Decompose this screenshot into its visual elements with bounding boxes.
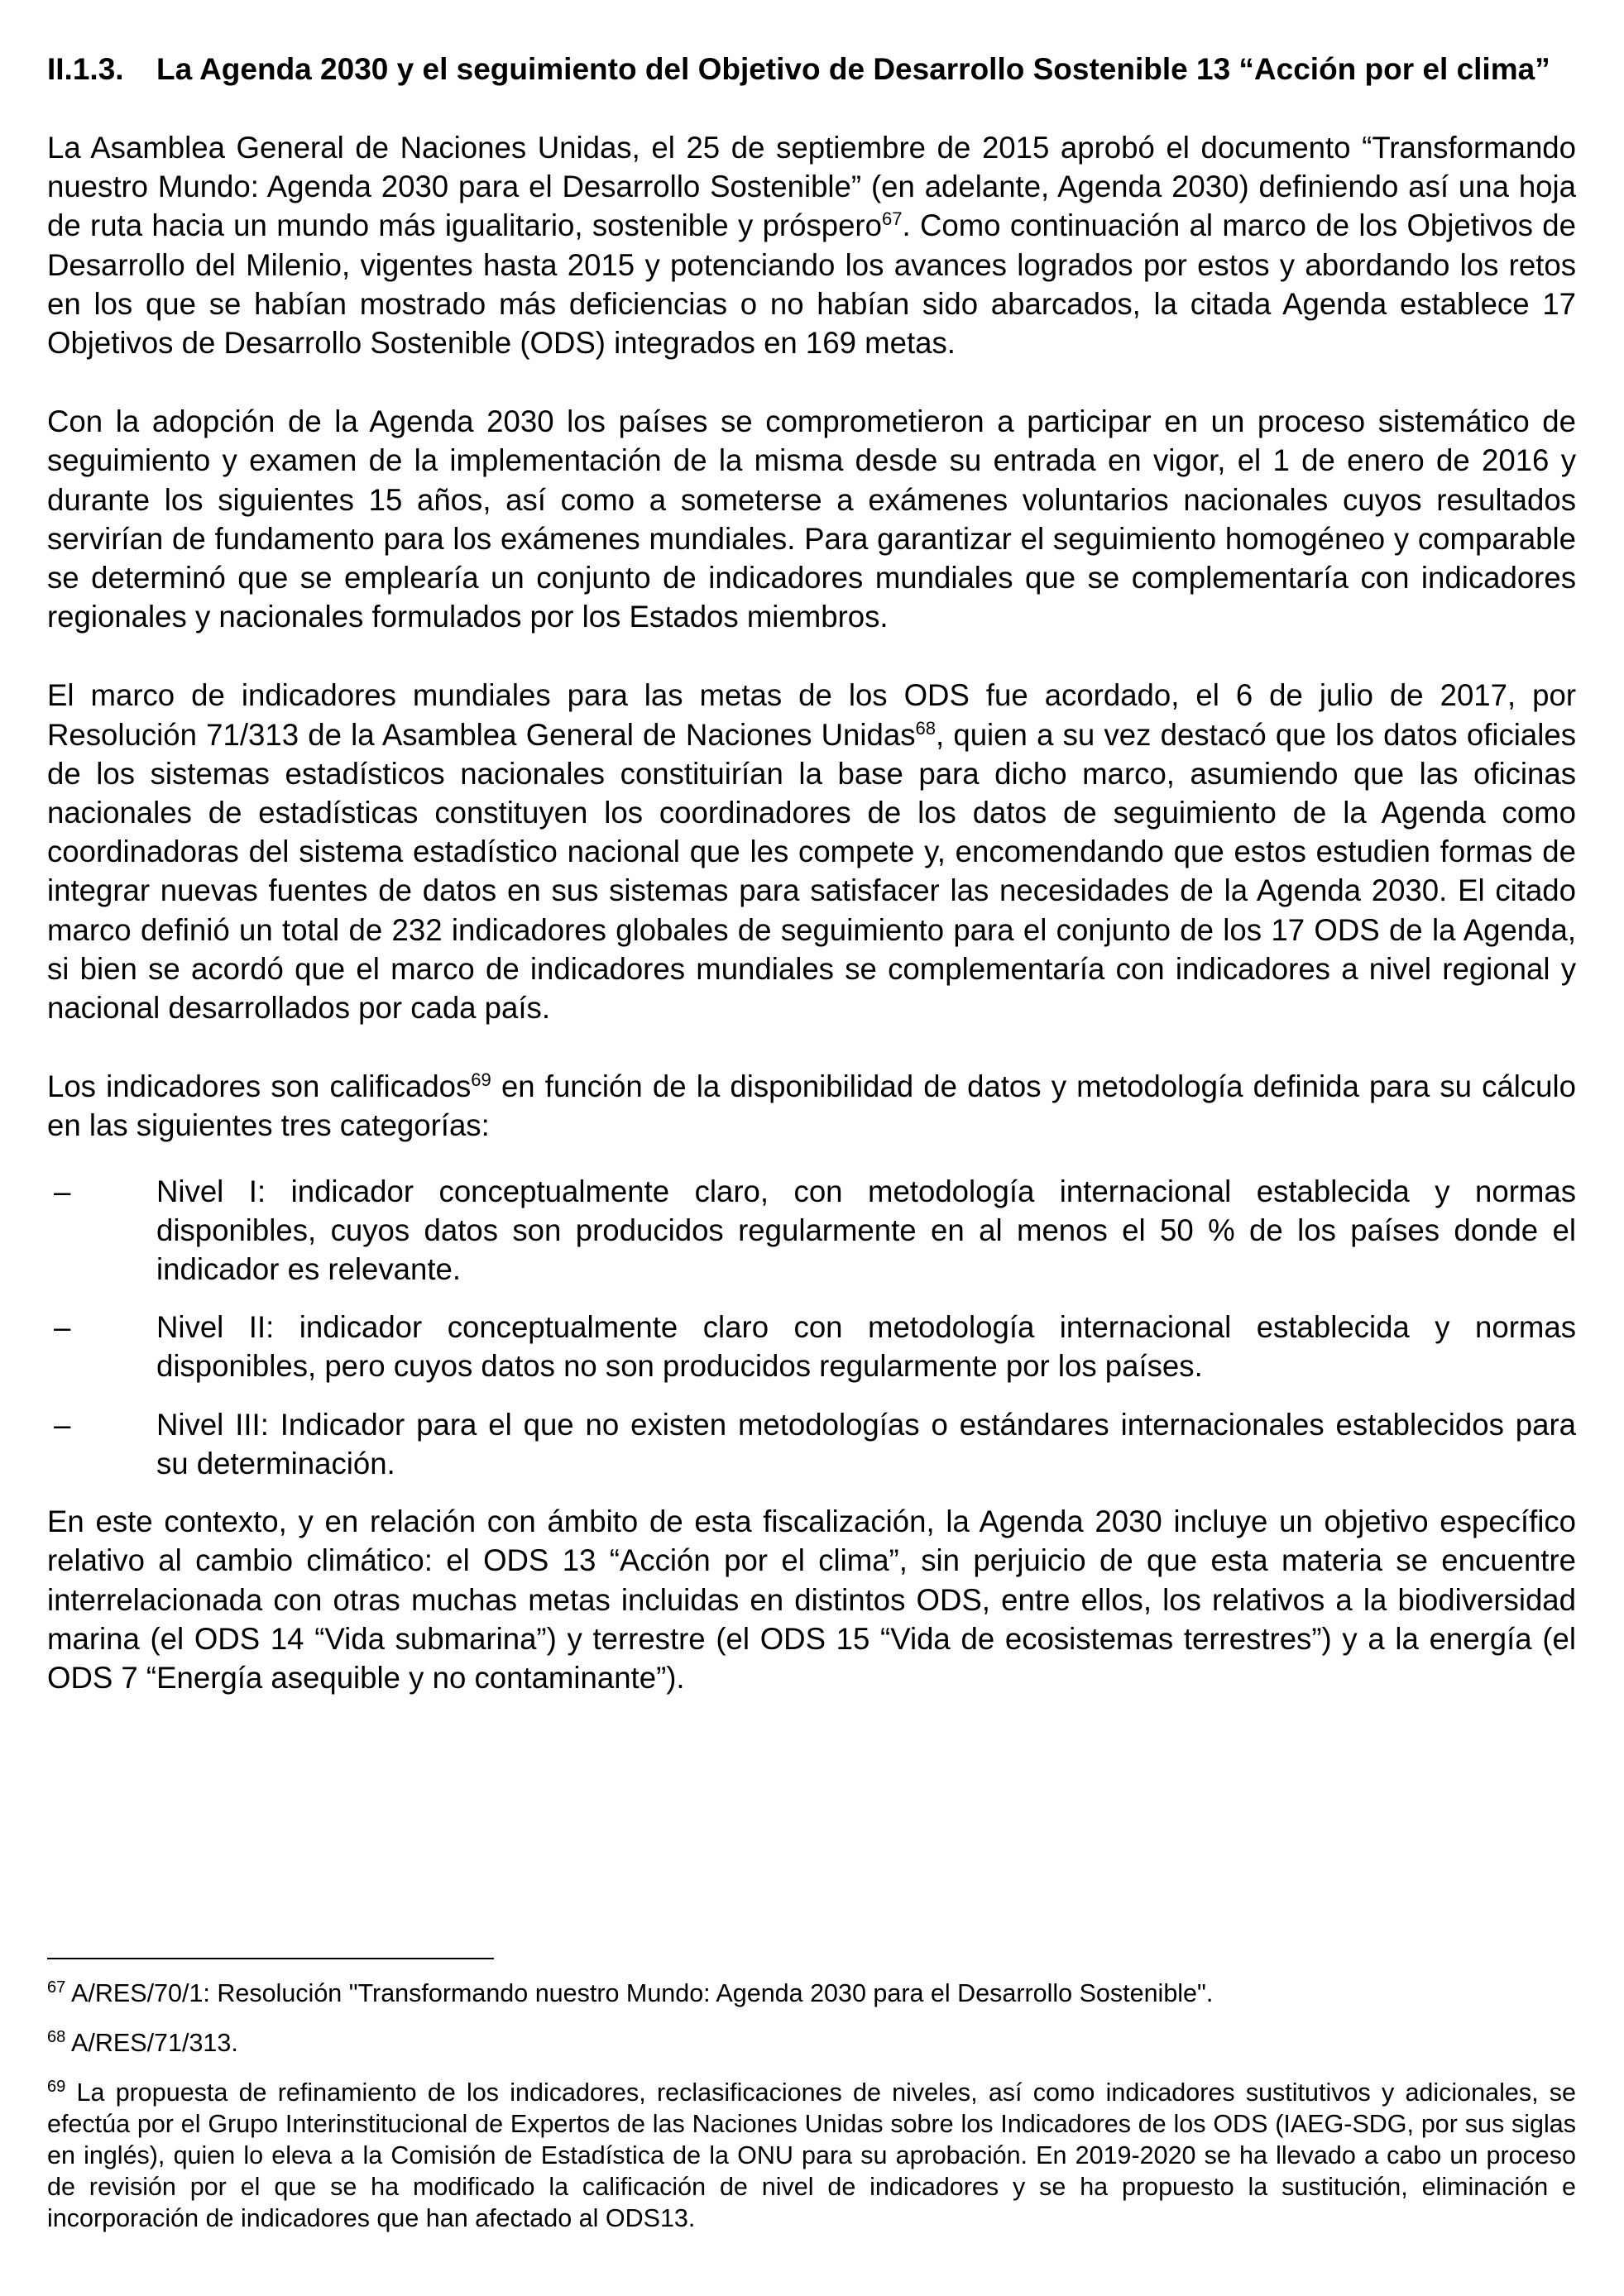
footnote-69 [47, 2077, 1576, 2234]
paragraph-agenda-adoption [47, 128, 1576, 362]
footnote-number: 67 [47, 1978, 66, 1997]
list-item [47, 1405, 1576, 1483]
footnote-text: A/RES/70/1: Resolución "Transformando nuestro Mundo: Agenda 2030 para el Desarrollo Sostenible". [71, 1979, 1214, 2007]
list-item-text: Nivel II: indicador conceptualmente claro con metodología internacional establecida y normas disponibles, pero cuyos datos no son producidos regularmente por los países. [156, 1310, 1576, 1384]
paragraph-text: El marco de indicadores mundiales para las metas de los ODS fue acordado, el 6 de julio de 2017, por Resolución 71/313 de la Asamblea General de Naciones Unidas [47, 678, 1576, 752]
paragraph-text: La Asamblea General de Naciones Unidas, el 25 de septiembre de 2015 aprobó el documento “Transformando nuestro Mundo: Agenda 2030 para el Desarrollo Sostenible” (en adelante, Agenda 2030) definiendo así una hoja de ruta hacia un mundo más igualitario, sostenible y próspero [47, 131, 1576, 243]
section-number: II.1.3. [47, 52, 124, 86]
paragraph-indicator-framework [47, 676, 1576, 1027]
footnote-ref-68[interactable]: 68 [915, 717, 936, 739]
footnote-68 [47, 2027, 1576, 2059]
list-item [47, 1172, 1576, 1289]
paragraph-indicator-tiers [47, 1067, 1576, 1145]
list-item-text: Nivel III: Indicador para el que no existen metodologías o estándares internacionales establecidos para su determinación. [156, 1407, 1576, 1480]
paragraph-context: En este contexto, y en relación con ámbito de esta fiscalización, la Agenda 2030 incluye un objetivo específico relativo al cambio climático: el ODS 13 “Acción por el clima”, sin perjuicio de que esta materia se encuentre interrelacionada con otras muchas metas incluidas en distintos ODS, entre ellos, los relativos a la biodiversidad marina (el ODS 14 “Vida submarina”) y terrestre (el ODS 15 “Vida de ecosistemas terrestres”) y a la energía (el ODS 7 “Energía asequible y no contaminante”). [47, 1504, 1576, 1695]
dash-bullet: – [54, 1407, 71, 1442]
dash-bullet: – [54, 1310, 71, 1345]
section-title: La Agenda 2030 y el seguimiento del Objetivo de Desarrollo Sostenible 13 “Acción por el clima” [156, 52, 1550, 86]
paragraph-text: , quien a su vez destacó que los datos oficiales de los sistemas estadísticos nacionales constituirían la base para dicho marco, asumiendo que las oficinas nacionales de estadísticas constituyen los coordinadores de los datos de seguimiento de la Agenda como coordinadoras del sistema estadístico nacional que les compete y, encomendando que estos estudien formas de integrar nuevas fuentes de datos en sus sistemas para satisfacer las necesidades de la Agenda 2030. El citado marco definió un total de 232 indicadores globales de seguimiento para el conjunto de los 17 ODS de la Agenda, si bien se acordó que el marco de indicadores mundiales se complementaría con indicadores a nivel regional y nacional desarrollados por cada país. [47, 717, 1576, 1026]
tier-list [47, 1172, 1576, 1483]
paragraph-text: Los indicadores son calificados [47, 1069, 472, 1104]
document-page [47, 50, 1576, 1737]
section-heading [47, 50, 1576, 88]
footnotes-section [47, 1958, 1576, 2252]
dash-bullet: – [54, 1174, 71, 1208]
list-item [47, 1308, 1576, 1385]
footnote-separator [47, 1958, 494, 1959]
footnote-ref-67[interactable]: 67 [881, 208, 903, 230]
footnote-text: A/RES/71/313. [71, 2029, 238, 2057]
footnote-number: 68 [47, 2027, 66, 2046]
footnote-67 [47, 1978, 1576, 2009]
footnote-number: 69 [47, 2077, 66, 2096]
paragraph-text: en función de la disponibilidad de datos y metodología definida para su cálculo en las siguientes tres categorías: [47, 1069, 1576, 1143]
list-item-text: Nivel I: indicador conceptualmente claro, con metodología internacional establecida y normas disponibles, cuyos datos son producidos regularmente en al menos el 50 % de los países donde el indicador es relevante. [156, 1174, 1576, 1287]
footnote-text: La propuesta de refinamiento de los indicadores, reclasificaciones de niveles, así como indicadores sustitutivos y adicionales, se efectúa por el Grupo Interinstitucional de Expertos de las Naciones Unidas sobre los Indicadores de los ODS (IAEG-SDG, por sus siglas en inglés), quien lo eleva a la Comisión de Estadística de la ONU para su aprobación. En 2019-2020 se ha llevado a cabo un proceso de revisión por el que se ha modificado la calificación de nivel de indicadores y se ha propuesto la sustitución, eliminación e incorporación de indicadores que han afectado al ODS13. [47, 2078, 1576, 2232]
footnote-ref-69[interactable]: 69 [471, 1069, 491, 1091]
paragraph-text: . Como continuación al marco de los Objetivos de Desarrollo del Milenio, vigentes hasta 2015 y potenciando los avances logrados por estos y abordando los retos en los que se habían mostrado más deficiencias o no habían sido abarcados, la citada Agenda establece 17 Objetivos de Desarrollo Sostenible (ODS) integrados en 169 metas. [47, 208, 1576, 361]
paragraph-follow-up: Con la adopción de la Agenda 2030 los países se comprometieron a participar en un proceso sistemático de seguimiento y examen de la implementación de la misma desde su entrada en vigor, el 1 de enero de 2016 y durante los siguientes 15 años, así como a someterse a exámenes voluntarios nacionales cuyos resultados servirían de fundamento para los exámenes mundiales. Para garantizar el seguimiento homogéneo y comparable se determinó que se emplearía un conjunto de indicadores mundiales que se complementaría con indicadores regionales y nacionales formulados por los Estados miembros. [47, 404, 1576, 634]
